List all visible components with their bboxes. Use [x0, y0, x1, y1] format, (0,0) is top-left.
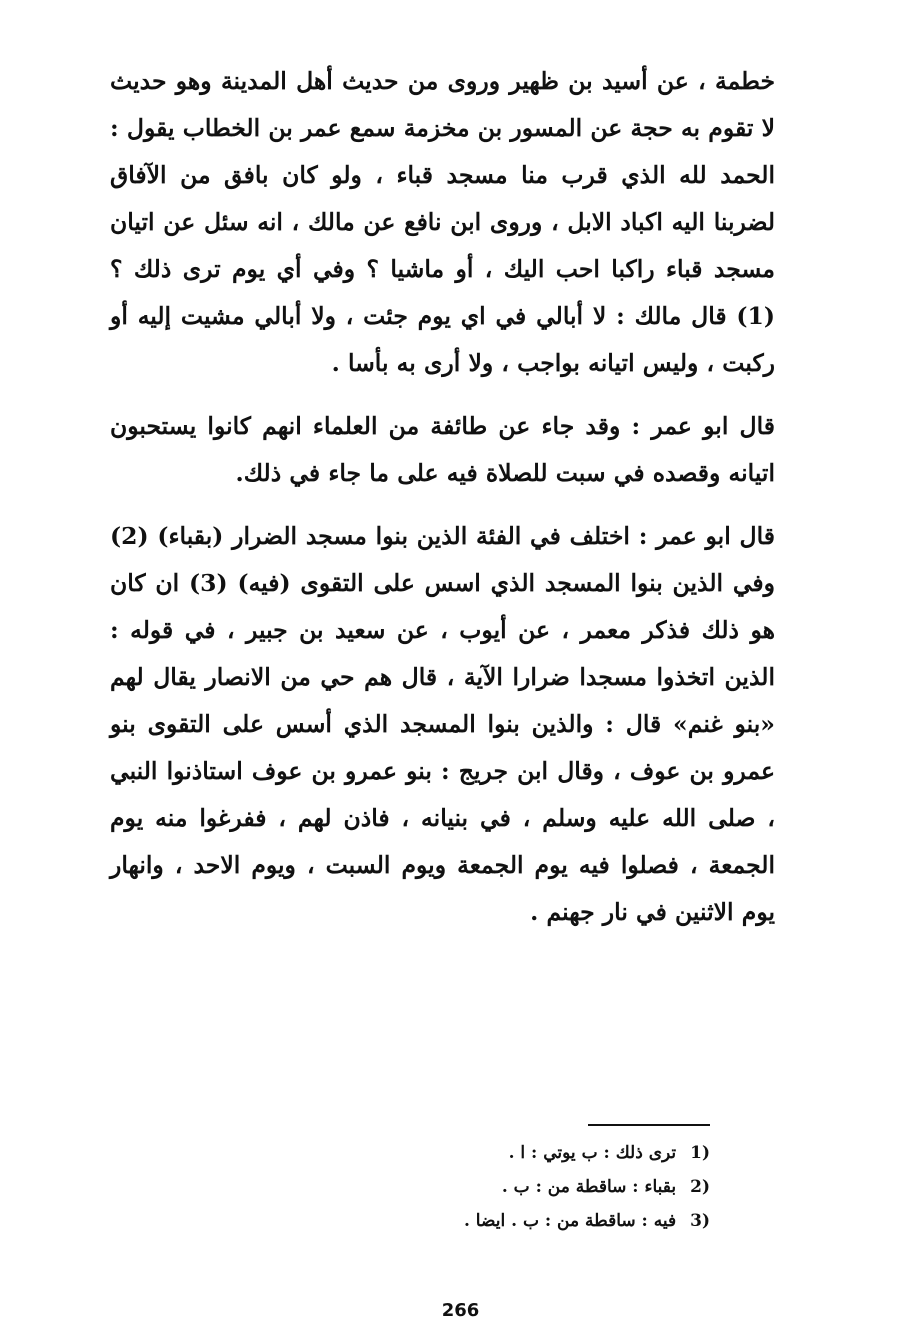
- paragraph-3: قال ابو عمر : اختلف في الفئة الذين بنوا مسجد الضرار (بقباء) (2) وفي الذين بنوا المسجد الذي اسس على التقوى (فيه) (3) ان كان هو ذلك فذكر معمر ، عن أيوب ، عن سعيد بن جبير ، في قوله : الذين اتخذوا مسجدا ضرارا الآية ، قال هم حي من الانصار يقال لهم «بنو غنم» قال : والذين بنوا المسجد الذي أسس على التقوى بنو عمرو بن عوف ، وقال ابن جريج : بنو عمرو بن عوف استاذنوا النبي ، صلى الله عليه وسلم ، في بنيانه ، فاذن لهم ، ففرغوا منه يوم الجمعة ، فصلوا فيه يوم الجمعة ويوم السبت ، ويوم الاحد ، وانهار يوم الاثنين في نار جهنم .: [110, 522, 776, 926]
- paragraph-2: قال ابو عمر : وقد جاء عن طائفة من العلماء انهم كانوا يستحبون اتيانه وقصده في سبت للصلاة فيه على ما جاء في ذلك.: [110, 412, 775, 487]
- footnote-3: [380, 1204, 710, 1238]
- page-number: 266: [441, 1300, 480, 1321]
- footnote-text: ترى ذلك : ب يوتي : ا .: [508, 1143, 677, 1163]
- footnotes: [380, 1136, 710, 1238]
- paragraph-1: خطمة ، عن أسيد بن ظهير وروى من حديث أهل المدينة وهو حديث لا تقوم به حجة عن المسور بن مخزمة سمع عمر بن الخطاب يقول : الحمد لله الذي قرب منا مسجد قباء ، ولو كان بافق من الآفاق لضربنا اليه اكباد الابل ، وروى ابن نافع عن مالك ، انه سئل عن اتيان مسجد قباء راكبا احب اليك ، أو ماشيا ؟ وفي أي يوم ترى ذلك ؟ (1) قال مالك : لا أبالي في اي يوم جئت ، ولا أبالي مشيت إليه أو ركبت ، وليس اتيانه بواجب ، ولا أرى به بأسا .: [110, 67, 775, 377]
- footnote-number: 3): [690, 1211, 710, 1231]
- footnote-2: [380, 1170, 710, 1204]
- footnote-text: بقباء : ساقطة من : ب .: [501, 1177, 677, 1197]
- footnote-divider: [588, 1124, 710, 1126]
- footnote-number: 1): [690, 1143, 710, 1163]
- footnote-1: [380, 1136, 710, 1170]
- main-text: [110, 58, 775, 936]
- footnote-text: فيه : ساقطة من : ب . ايضا .: [463, 1211, 677, 1231]
- footnote-number: 2): [690, 1177, 710, 1197]
